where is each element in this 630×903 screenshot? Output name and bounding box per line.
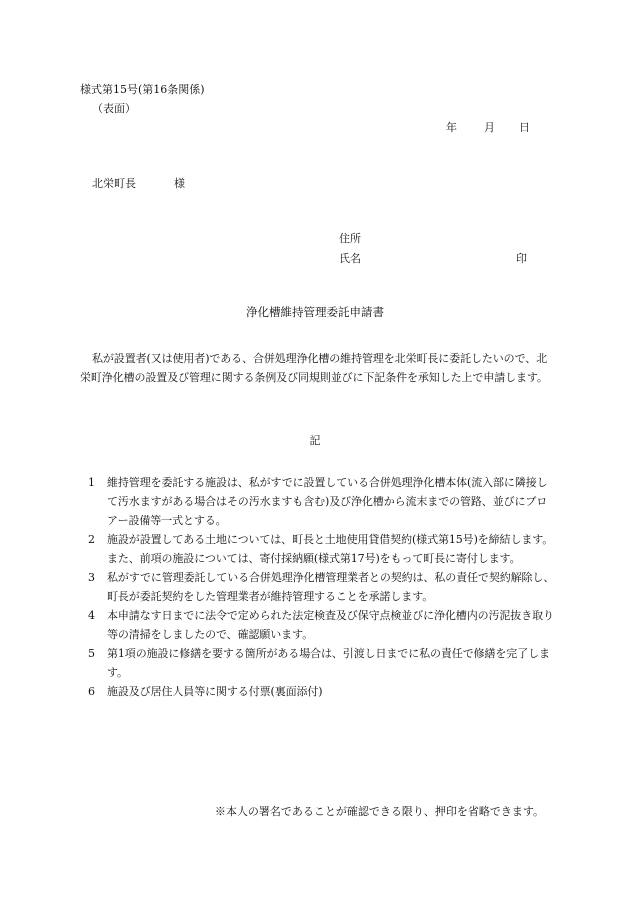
- seal-label: 印: [516, 252, 527, 265]
- condition-number: 4: [88, 609, 95, 622]
- condition-item: [88, 530, 558, 568]
- condition-text: 維持管理を委託する施設は、私がすでに設置している合併処理浄化槽本体(流入部に隣接して汚水ますがある場合はその汚水ますも含む)及び浄化槽から流末までの管路、並びにブロアー設備等一式とする。: [107, 476, 548, 527]
- name-label: 氏名: [339, 252, 361, 265]
- recipient: [92, 178, 185, 189]
- seal-omission-note: ※本人の署名であることが確認できる限り、押印を省略できます。: [214, 805, 544, 818]
- condition-text: 本申請なす日までに法令で定められた法定検査及び保守点検並びに浄化槽内の汚泥抜き取り等の清掃をしましたので、確認願います。: [107, 609, 554, 641]
- intro-paragraph: 私が設置者(又は使用者)である、合併処理浄化槽の維持管理を北栄町長に委託したいので、北栄町浄化槽の設置及び管理に関する条例及び同規則並びに下記条件を承知した上で申請します。: [80, 352, 548, 384]
- ki-heading: 記: [309, 434, 321, 447]
- face-label: （表面）: [92, 102, 136, 115]
- address-label: 住所: [339, 232, 361, 245]
- date-day-label: 日: [519, 121, 530, 134]
- condition-number: 3: [88, 571, 95, 584]
- date-month-label: 月: [484, 121, 495, 134]
- condition-text: 私がすでに管理委託している合併処理浄化槽管理業者との契約は、私の責任で契約解除し、町長が委託契約をした管理業者が維持管理することを承諾します。: [107, 571, 555, 603]
- recipient-name: 北栄町長: [92, 177, 136, 190]
- condition-item: [88, 644, 558, 682]
- form-number: 様式第15号(第16条関係): [80, 83, 205, 96]
- condition-text: 第1項の施設に修繕を要する箇所がある場合は、引渡し日までに私の責任で修繕を完了します。: [107, 647, 550, 679]
- condition-number: 5: [88, 647, 95, 660]
- condition-item: [88, 682, 558, 701]
- condition-text: 施設及び居住人員等に関する付票(裏面添付): [107, 685, 323, 698]
- condition-text: 施設が設置してある土地については、町長と土地使用貸借契約(様式第15号)を締結します。また、前項の施設については、寄付採納願(様式第17号)をもって町長に寄付します。: [107, 533, 554, 565]
- conditions-list: [88, 473, 558, 701]
- condition-number: 2: [88, 533, 95, 546]
- date-line: [446, 122, 530, 133]
- condition-item: [88, 606, 558, 644]
- recipient-honorific: 様: [174, 177, 185, 190]
- condition-item: [88, 568, 558, 606]
- condition-number: 1: [88, 476, 95, 489]
- condition-number: 6: [88, 685, 95, 698]
- document-title: 浄化槽維持管理委託申請書: [246, 305, 384, 319]
- date-year-label: 年: [446, 121, 457, 134]
- condition-item: [88, 473, 558, 530]
